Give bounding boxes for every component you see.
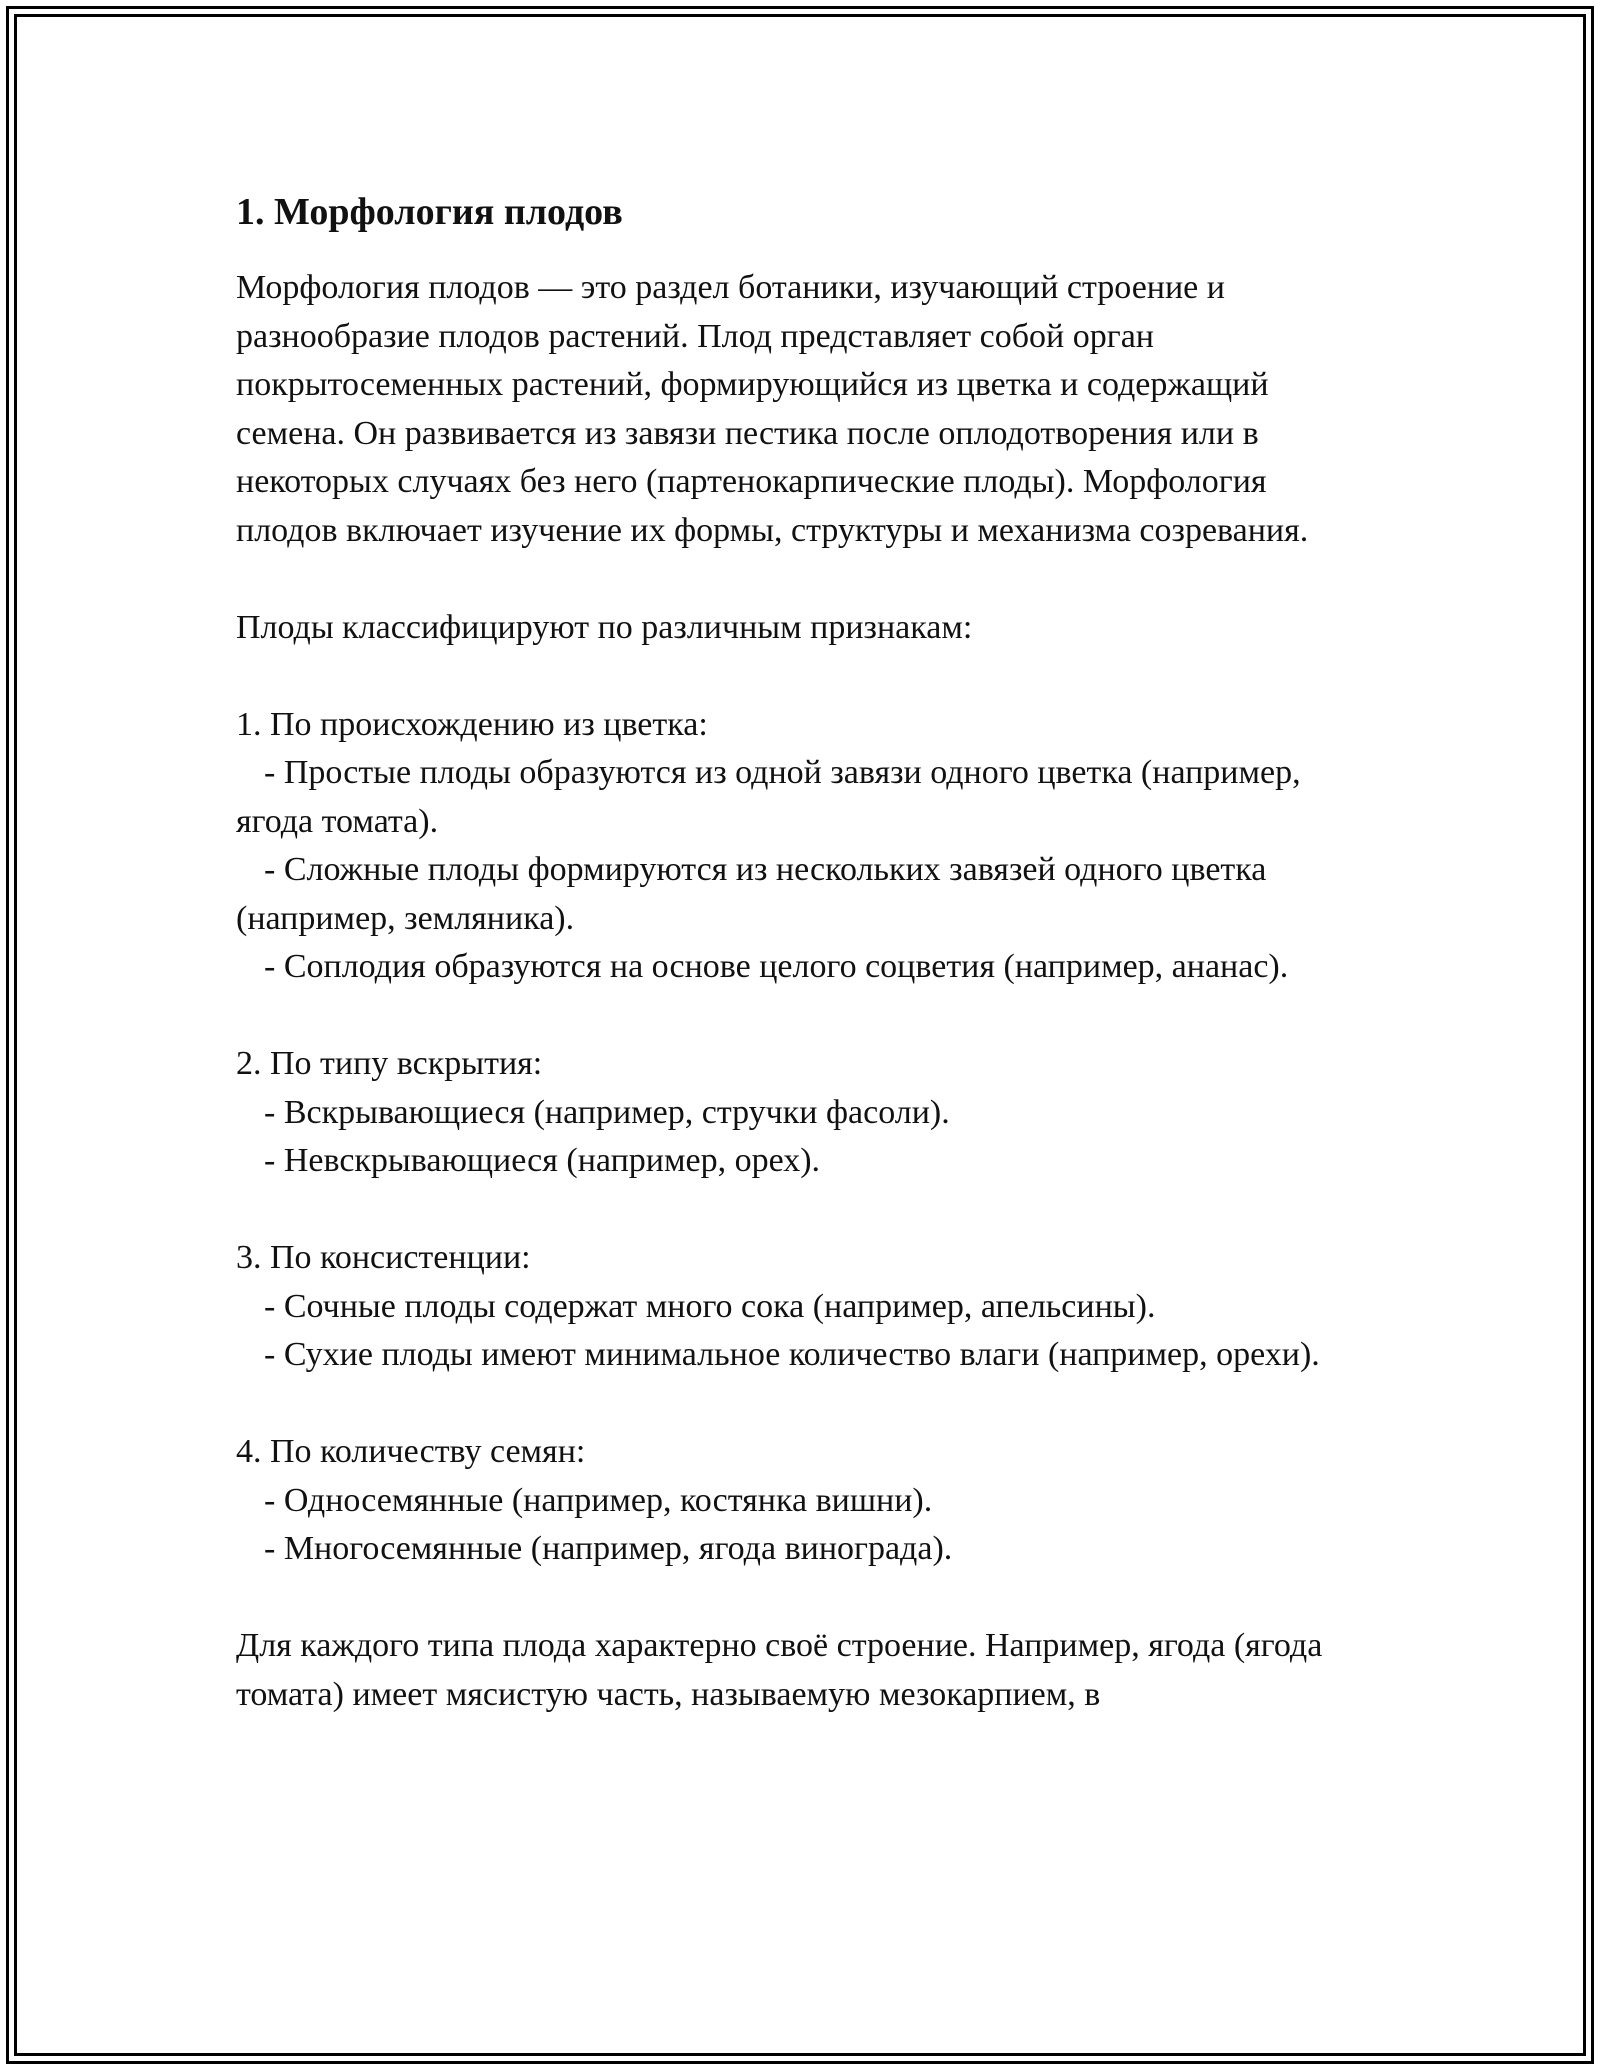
intro-paragraph: Морфология плодов — это раздел ботаники, изучающий строение и разнообразие плодов растений. Плод представляет собой орган покрытосеменных растений, формирующийся из цветка и содержащий семена. Он развивается из завязи пестика после оплодотворения или в некоторых случаях без него (партенокарпические плоды). Морфология плодов включает изучение их формы, структуры и механизма созревания. bbox=[236, 269, 1309, 549]
classification-item: - Сочные плоды содержат много сока (например, апельсины). bbox=[264, 1287, 1156, 1325]
classification-section-dehiscence bbox=[236, 1040, 1366, 1186]
classification-section-consistency bbox=[236, 1234, 1366, 1380]
section-heading: 1. Морфология плодов bbox=[236, 191, 623, 233]
classification-intro: Плоды классифицируют по различным признакам: bbox=[236, 608, 973, 646]
classification-item: - Многосемянные (например, ягода винограда). bbox=[264, 1530, 953, 1567]
spacer bbox=[236, 992, 1366, 1041]
classification-item: - Сухие плоды имеют минимальное количество влаги (например, орехи). bbox=[264, 1336, 1320, 1373]
classification-item: - Вскрывающиеся (например, стручки фасоли). bbox=[264, 1093, 950, 1131]
classification-title: 1. По происхождению из цветка: bbox=[236, 705, 708, 743]
spacer bbox=[236, 1380, 1366, 1429]
closing-paragraph: Для каждого типа плода характерно своё строение. Например, ягода (ягода томата) имеет мясистую часть, называемую мезокарпием, в bbox=[236, 1627, 1323, 1713]
classification-section-origin bbox=[236, 701, 1366, 992]
classification-title: 4. По количеству семян: bbox=[236, 1433, 586, 1470]
spacer bbox=[236, 1186, 1366, 1235]
classification-item: - Невскрывающиеся (например, орех). bbox=[264, 1142, 821, 1179]
classification-item: - Простые плоды образуются из одной завязи одного цветка (например, ягода томата). bbox=[236, 754, 1301, 840]
classification-item: - Сложные плоды формируются из нескольких завязей одного цветка (например, земляника). bbox=[236, 851, 1267, 937]
spacer bbox=[236, 652, 1366, 701]
classification-section-seeds bbox=[236, 1428, 1366, 1574]
document-body bbox=[236, 186, 1366, 1719]
classification-title: 2. По типу вскрытия: bbox=[236, 1045, 543, 1082]
classification-item: - Односемянные (например, костянка вишни). bbox=[264, 1481, 933, 1519]
spacer bbox=[236, 1574, 1366, 1623]
classification-item: - Соплодия образуются на основе целого соцветия (например, ананас). bbox=[264, 948, 1289, 985]
classification-title: 3. По консистенции: bbox=[236, 1239, 531, 1276]
spacer bbox=[236, 555, 1366, 604]
